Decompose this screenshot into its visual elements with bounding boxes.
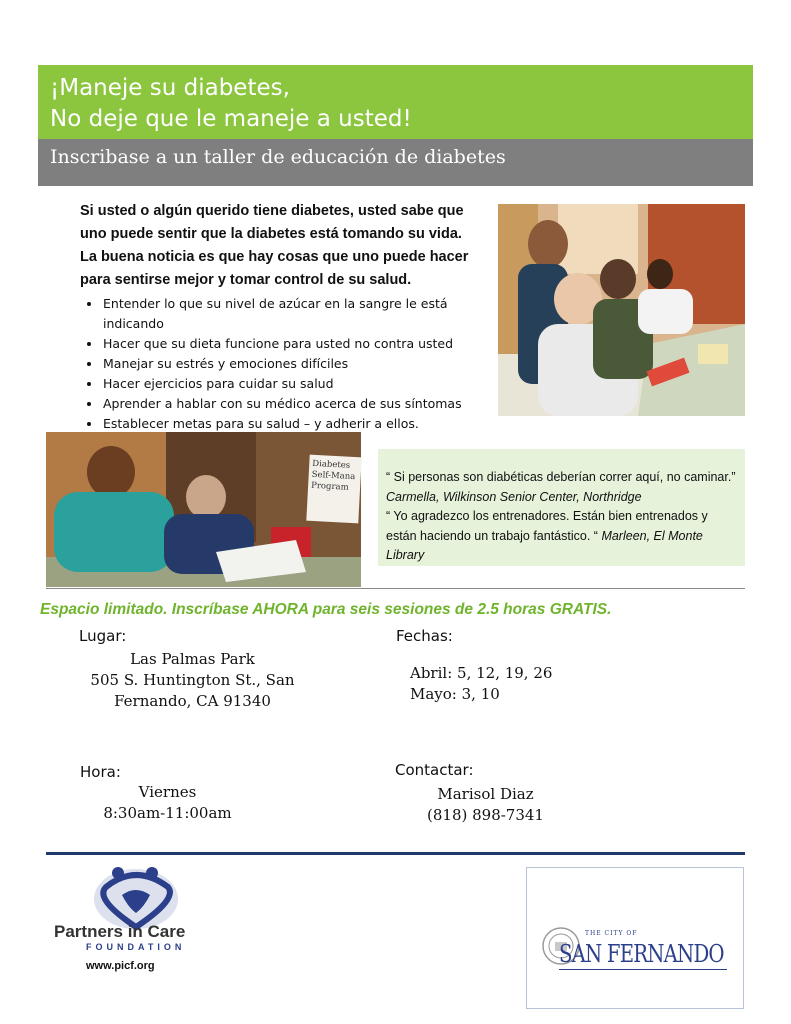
address-line: 505 S. Huntington St., San	[90, 671, 295, 689]
picf-foundation: FOUNDATION	[86, 942, 186, 952]
testimonial-1-author: Carmella, Wilkinson Senior Center, Northridge	[386, 489, 642, 504]
intro-line: La buena noticia es que hay cosas que uno puede hacer	[80, 249, 469, 265]
intro-line: uno puede sentir que la diabetes está tomando su vida.	[80, 226, 462, 242]
time-line: Viernes	[138, 783, 197, 801]
lugar-label: Lugar:	[79, 627, 127, 645]
title-line-1: ¡Maneje su diabetes,	[50, 75, 290, 101]
list-item: • Hacer que su dieta funcione para usted no contra usted	[102, 334, 502, 354]
list-item: • Entender lo que su nivel de azúcar en la sangre le está indicando	[102, 294, 502, 334]
contactar-value	[418, 784, 553, 826]
time-line: 8:30am-11:00am	[103, 804, 232, 822]
sf-city-name: SAN FERNANDO	[559, 940, 724, 968]
class-photo	[498, 204, 745, 416]
testimonial-1-text: “ Si personas son diabéticas deberían correr aquí, no caminar.”	[386, 470, 736, 484]
class-photo-illustration	[498, 204, 745, 416]
picf-name: Partners in Care	[54, 922, 186, 941]
sf-city-of: THE CITY OF	[585, 930, 638, 937]
registration-callout: Espacio limitado. Inscríbase AHORA para seis sesiones de 2.5 horas GRATIS.	[40, 601, 612, 618]
hora-value	[90, 782, 245, 824]
hora-label: Hora:	[80, 763, 121, 781]
intro-line: Si usted o algún querido tiene diabetes, usted sabe que	[80, 203, 464, 219]
testimonial-2-author: Marleen, El Monte Library	[386, 528, 703, 562]
page-title	[50, 73, 412, 135]
whiteboard-sign	[306, 455, 361, 524]
fechas-value	[410, 663, 552, 705]
contactar-label: Contactar:	[395, 761, 474, 779]
picf-url: www.picf.org	[86, 960, 155, 972]
fechas-label: Fechas:	[396, 627, 453, 645]
san-fernando-logo-box	[526, 867, 744, 1009]
footer-divider	[46, 852, 745, 855]
sign-line: Program	[310, 480, 349, 493]
participants-photo	[46, 432, 361, 587]
title-line-2: No deje que le maneje a usted!	[50, 106, 412, 132]
list-item: • Hacer ejercicios para cuidar su salud	[102, 374, 502, 394]
contact-phone: (818) 898-7341	[427, 806, 544, 824]
page-subtitle: Inscribase a un taller de educación de diabetes	[50, 146, 506, 168]
partners-in-care-logo	[48, 865, 223, 980]
testimonials-text	[386, 468, 738, 566]
lugar-value	[80, 649, 305, 712]
divider	[46, 588, 745, 589]
address-line: Fernando, CA 91340	[114, 692, 271, 710]
testimonial-2-text: “ Yo agradezco los entrenadores. Están bien entrenados y están haciendo un trabajo fantástico. “	[386, 509, 708, 543]
date-line: Mayo: 3, 10	[410, 685, 500, 703]
list-item: • Establecer metas para su salud – y adherir a ellos.	[102, 414, 502, 434]
list-item: • Aprender a hablar con su médico acerca de sus síntomas	[102, 394, 502, 414]
date-line: Abril: 5, 12, 19, 26	[410, 664, 553, 682]
sign-line: Diabetes	[312, 458, 351, 471]
address-line: Las Palmas Park	[130, 650, 255, 668]
sf-underline	[559, 969, 727, 970]
benefits-list	[78, 294, 502, 434]
intro-paragraph	[80, 200, 480, 292]
sign-line: Self-Mana	[311, 469, 356, 483]
intro-line: para sentirse mejor y tomar control de su salud.	[80, 272, 412, 288]
contact-name: Marisol Diaz	[437, 785, 534, 803]
list-item: • Manejar su estrés y emociones difíciles	[102, 354, 502, 374]
